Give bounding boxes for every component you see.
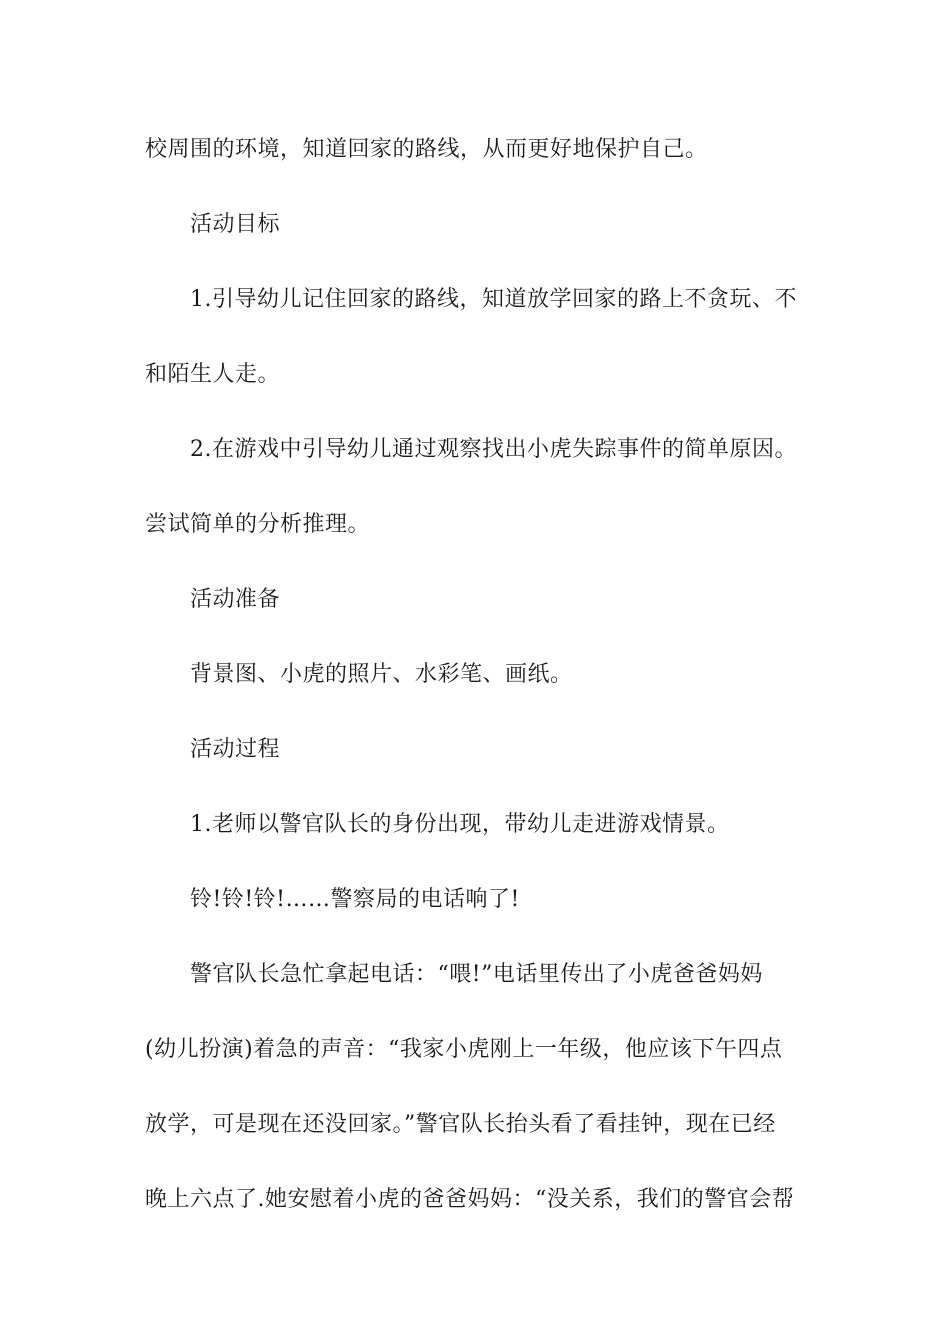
paragraph-line: 警官队长急忙拿起电话：“喂!”电话里传出了小虎爸爸妈妈 — [190, 962, 763, 987]
paragraph-line: 背景图、小虎的照片、水彩笔、画纸。 — [190, 662, 573, 687]
paragraph-line: 校周围的环境，知道回家的路线，从而更好地保护自己。 — [145, 137, 708, 162]
paragraph-line: 2.在游戏中引导幼儿通过观察找出小虎失踪事件的简单原因。 — [190, 437, 797, 462]
paragraph-line: 放学，可是现在还没回家。”警官队长抬头看了看挂钟，现在已经 — [145, 1112, 776, 1137]
section-heading-preparation: 活动准备 — [190, 587, 281, 612]
paragraph-line: 和陌生人走。 — [145, 362, 281, 387]
paragraph-line: 铃!铃!铃!……警察局的电话响了! — [190, 887, 520, 912]
paragraph-line: 晚上六点了.她安慰着小虎的爸爸妈妈：“没关系，我们的警官会帮 — [145, 1187, 795, 1212]
paragraph-line: (幼儿扮演)着急的声音：“我家小虎刚上一年级，他应该下午四点 — [145, 1037, 783, 1062]
paragraph-line: 1.引导幼儿记住回家的路线，知道放学回家的路上不贪玩、不 — [190, 287, 797, 312]
paragraph-line: 尝试简单的分析推理。 — [145, 512, 371, 537]
section-heading-goals: 活动目标 — [190, 212, 281, 237]
paragraph-line: 1.老师以警官队长的身份出现，带幼儿走进游戏情景。 — [190, 812, 730, 837]
section-heading-process: 活动过程 — [190, 737, 281, 762]
